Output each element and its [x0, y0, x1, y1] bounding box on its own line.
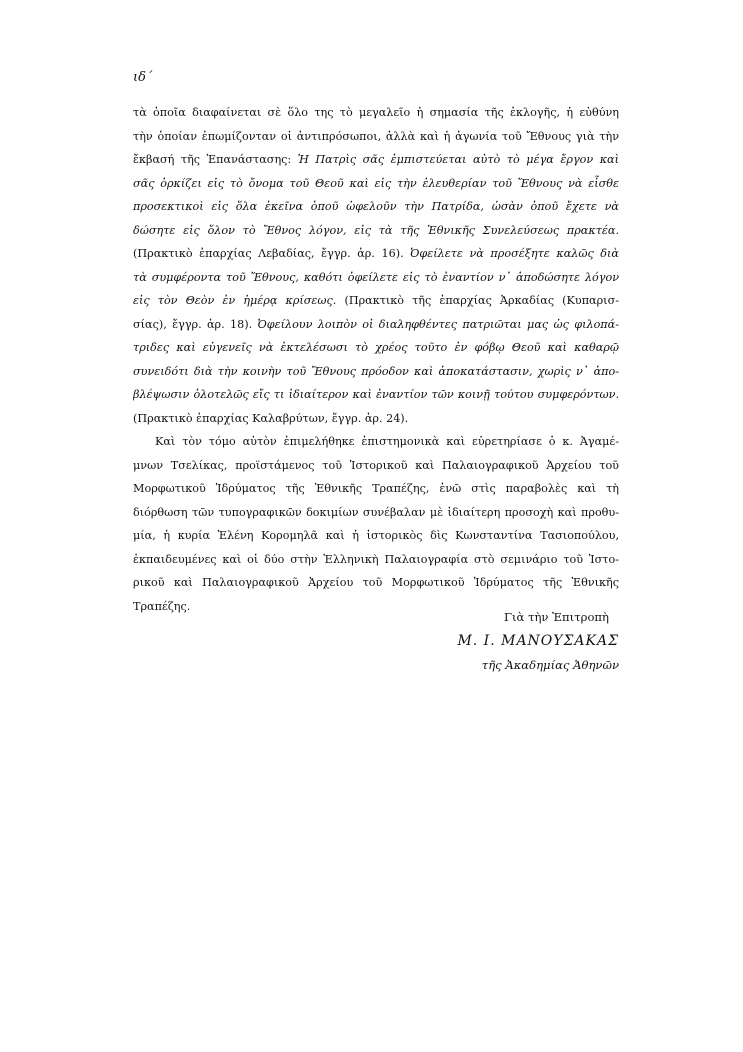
- italic-quote-segment: Ὀφείλετε νὰ προσέξητε καλῶς διὰ: [410, 247, 619, 260]
- text-line: [133, 430, 619, 454]
- text-line: [133, 266, 619, 290]
- italic-quote-segment: βλέψωσιν ὁλοτελῶς εἴς τι ἰδιαίτερον καὶ ἐναντίον τῶν κοινῇ τούτου συμφερόντων.: [133, 388, 619, 401]
- text-segment: σίας), ἔγγρ. ἀρ. 18).: [133, 317, 258, 331]
- text-segment: (Πρακτικὸ τῆς ἐπαρχίας Ἀρκαδίας (Κυπαρισ-: [344, 294, 619, 307]
- italic-quote-segment: Ὀφείλουν λοιπὸν οἱ διαληφθέντες πατριῶται μας ὡς φιλοπά-: [257, 317, 619, 331]
- italic-quote-segment: εἰς τὸν Θεὸν ἐν ἡμέρᾳ κρίσεως.: [133, 294, 345, 307]
- text-line: [133, 336, 619, 360]
- text-line: [133, 477, 619, 501]
- text-line: [133, 219, 619, 243]
- text-line: [133, 454, 619, 478]
- text-line: [133, 242, 619, 266]
- italic-quote-segment: τὰ συμφέροντα τοῦ Ἔθνους, καθότι ὀφείλετε εἰς τὸ ἐναντίον ν᾿ ἀποδώσητε λόγον: [133, 270, 619, 284]
- text-segment: (Πρακτικὸ ἐπαρχίας Καλαβρύτων, ἔγγρ. ἀρ. 24).: [133, 411, 409, 425]
- text-line: [133, 125, 619, 149]
- text-segment: τὰ ὁποῖα διαφαίνεται σὲ ὅλο της τὸ μεγαλεῖο ἡ σημασία τῆς ἐκλογῆς, ἡ εὐθύνη: [133, 106, 619, 119]
- text-segment: (Πρακτικὸ ἐπαρχίας Λεβαδίας, ἔγγρ. ἀρ. 16).: [133, 247, 411, 260]
- text-segment: ρικοῦ καὶ Παλαιογραφικοῦ Ἀρχείου τοῦ Μορφωτικοῦ Ἱδρύματος τῆς Ἐθνικῆς: [133, 576, 619, 589]
- text-line: [133, 501, 619, 525]
- text-line: [133, 313, 619, 337]
- text-line: [133, 172, 619, 196]
- italic-quote-segment: σᾶς ὁρκίζει εἰς τὸ ὄνομα τοῦ Θεοῦ καὶ εἰς τὴν ἐλευθερίαν τοῦ Ἔθνους νὰ εἶσθε: [133, 176, 619, 190]
- italic-quote-segment: συνειδότι διὰ τὴν κοινὴν τοῦ Ἔθνους πρόοδον καὶ ἀποκατάστασιν, χωρὶς ν᾿ ἀπο-: [133, 364, 619, 378]
- text-segment: διόρθωση τῶν τυπογραφικῶν δοκιμίων συνέβαλαν μὲ ἰδιαίτερη προσοχὴ καὶ προθυ-: [133, 505, 619, 519]
- italic-quote-segment: Ἡ Πατρὶς σᾶς ἐμπιστεύεται αὐτὸ τὸ μέγα ἔργον καὶ: [297, 153, 619, 166]
- page-number: ιδ´: [133, 70, 153, 85]
- signature-affiliation: τῆς Ἀκαδημίας Ἀθηνῶν: [481, 658, 619, 672]
- text-segment: τὴν ὁποίαν ἐπωμίζονταν οἱ ἀντιπρόσωποι, ἀλλὰ καὶ ἡ ἀγωνία τοῦ Ἔθνους γιὰ τὴν: [133, 129, 619, 143]
- signature-committee-line: Γιὰ τὴν Ἐπιτροπὴ: [503, 610, 609, 624]
- signature-name: Μ. Ι. ΜΑΝΟΥΣΑΚΑΣ: [457, 633, 619, 649]
- text-line: [133, 101, 619, 125]
- text-line: [133, 524, 619, 548]
- text-line: [133, 548, 619, 572]
- text-segment: ἐκπαιδευμένες καὶ οἱ δύο στὴν Ἑλληνικὴ Παλαιογραφία στὸ σεμινάριο τοῦ Ἱστο-: [133, 552, 619, 566]
- text-segment: ἔκβασή τῆς Ἐπανάστασης:: [133, 153, 298, 166]
- text-line: [133, 289, 619, 313]
- text-line: [133, 383, 619, 407]
- italic-quote-segment: δώσητε εἰς ὅλον τὸ Ἔθνος λόγον, εἰς τὰ τῆς Ἐθνικῆς Συνελεύσεως πρακτέα.: [133, 223, 619, 237]
- text-segment: μία, ἡ κυρία Ἑλένη Κορομηλᾶ καὶ ἡ ἱστορικὸς δὶς Κωνσταντίνα Τασιοπούλου,: [133, 529, 619, 542]
- signature-block: [133, 605, 619, 677]
- text-segment: Καὶ τὸν τόμο αὐτὸν ἐπιμελήθηκε ἐπιστημονικὰ καὶ εὑρετηρίασε ὁ κ. Ἀγαμέ-: [155, 435, 619, 448]
- text-segment: Τραπέζης.: [133, 599, 191, 613]
- text-line: [133, 148, 619, 172]
- body-text: [133, 101, 619, 618]
- text-line: [133, 195, 619, 219]
- text-line: [133, 407, 619, 431]
- italic-quote-segment: προσεκτικοὶ εἰς ὅλα ἐκεῖνα ὁποῦ ὠφελοῦν τὴν Πατρίδα, ὡσὰν ὁποῦ ἔχετε νὰ: [133, 200, 619, 213]
- text-segment: Μορφωτικοῦ Ἱδρύματος τῆς Ἐθνικῆς Τραπέζης, ἐνῶ στὶς παραβολὲς καὶ τὴ: [133, 482, 619, 495]
- text-segment: μνων Τσελίκας, προϊστάμενος τοῦ Ἱστορικοῦ καὶ Παλαιογραφικοῦ Ἀρχείου τοῦ: [133, 458, 619, 472]
- text-line: [133, 360, 619, 384]
- italic-quote-segment: τριδες καὶ εὐγενεῖς νὰ ἐκτελέσωσι τὸ χρέος τοῦτο ἐν φόβῳ Θεοῦ καὶ καθαρῷ: [133, 341, 619, 354]
- text-line: [133, 571, 619, 595]
